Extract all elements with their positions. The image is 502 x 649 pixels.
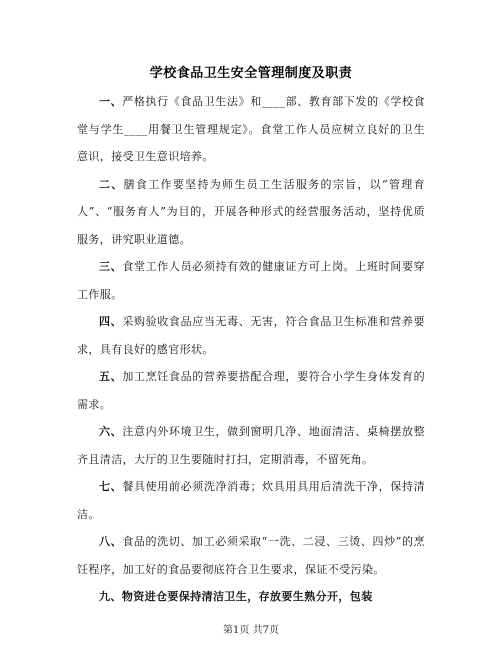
paragraph-text: 严格执行《食品卫生法》和____部、教育部下发的《学校食堂与学生____用餐卫生管理规定》。食堂工作人员应树立良好的卫生意识，接受卫生意识培养。 [77,95,425,163]
paragraph-text: 餐具使用前必须洗净消毒；炊具用具用后清洗干净，保持清洁。 [77,480,425,521]
paragraph-number: 六、 [99,425,123,438]
paragraph-number: 二、 [99,177,124,191]
paragraph-number: 八、 [99,535,123,548]
paragraph-5 [77,363,425,418]
paragraph-3 [77,253,425,308]
paragraph-text: 膳食工作要坚持为师生员工生活服务的宗旨，以“管理育人”、“服务育人”为目的，开展各种形式的经营服务活动，坚持优质服务，讲究职业道德。 [77,177,425,246]
paragraph-number: 五、 [99,370,123,383]
paragraph-number: 四、 [99,315,123,328]
document-title: 学校食品卫生安全管理制度及职责 [149,66,353,81]
paragraph-text: 物资进仓要保持清洁卫生，存放要生熟分开，包装 [121,590,373,603]
paragraph-8 [77,528,425,583]
paragraph-text: 食堂工作人员必须持有效的健康证方可上岗。上班时间要穿工作服。 [77,260,425,301]
paragraph-1 [77,88,425,171]
paragraph-text: 采购验收食品应当无毒、无害，符合食品卫生标准和营养要求，具有良好的感官形状。 [77,315,425,356]
paragraph-number: 七、 [99,480,123,493]
paragraph-2 [77,171,425,254]
paragraph-text: 加工烹饪食品的营养要搭配合理，要符合小学生身体发育的需求。 [77,370,425,411]
paragraph-number: 一、 [99,95,123,108]
paragraph-6 [77,418,425,473]
paragraph-7 [77,473,425,528]
paragraph-4 [77,308,425,363]
page-footer: 第1页 共7页 [223,625,279,636]
document-body [77,88,425,611]
paragraph-text: 注意内外环境卫生，做到窗明几净、地面清洁、桌椅摆放整齐且清洁，大厅的卫生要随时打扫，定期消毒，不留死角。 [77,425,425,466]
paragraph-9 [77,583,425,611]
paragraph-number: 九、 [99,590,122,603]
paragraph-number: 三、 [99,260,123,273]
paragraph-text: 食品的洗切、加工必须采取“一洗、二浸、三烫、四炒”的烹饪程序，加工好的食品要彻底符合卫生要求，保证不受污染。 [77,535,425,576]
